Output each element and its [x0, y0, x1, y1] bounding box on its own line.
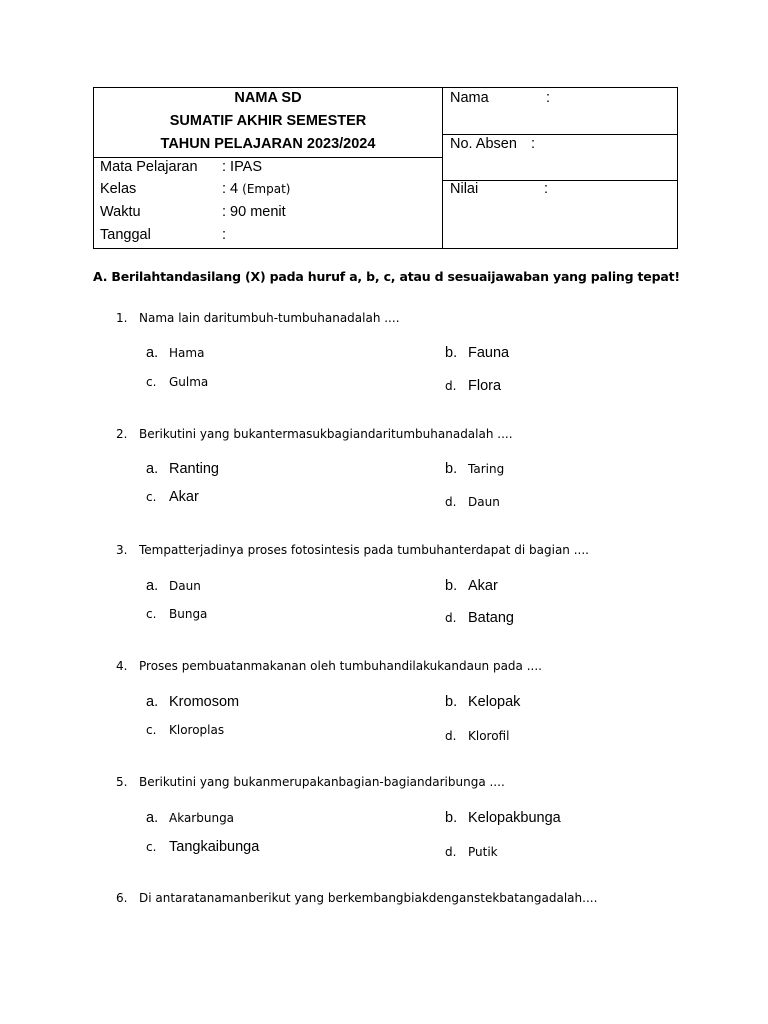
q5-option-c[interactable]: c. Tangkaibunga — [146, 839, 260, 855]
q4-option-a[interactable]: a. Kromosom — [146, 694, 240, 710]
info-value-time: : 90 menit — [222, 204, 286, 220]
q2-option-a[interactable]: a. Ranting — [146, 461, 219, 477]
field-absen-colon: : — [531, 136, 536, 152]
q2-option-c[interactable]: c. Akar — [146, 489, 199, 505]
q1-option-d[interactable]: d. Flora — [445, 378, 502, 394]
q2-option-d[interactable]: d. Daun — [445, 495, 500, 509]
question-6: 6. Di antaratanamanberikut yang berkembangbiakdenganstekbatangadalah.... — [116, 891, 598, 905]
field-absen — [450, 135, 536, 153]
q4-option-d[interactable]: d. Klorofil — [445, 729, 510, 743]
info-label-date: Tanggal — [100, 227, 151, 243]
academic-year: TAHUN PELAJARAN 2023/2024 — [160, 136, 376, 152]
question-5: 5. Berikutini yang bukanmerupakanbagian-bagiandaribunga .... — [116, 775, 505, 789]
info-value-subject: : IPAS — [222, 159, 263, 175]
field-score-label: Nilai — [450, 181, 479, 197]
exam-header-box — [93, 87, 678, 249]
q3-option-c[interactable]: c. Bunga — [146, 607, 208, 621]
q5-option-a[interactable]: a. Akarbunga — [146, 810, 235, 826]
info-label-class: Kelas — [100, 181, 137, 197]
q1-option-a[interactable]: a. Hama — [146, 345, 205, 361]
exam-title: SUMATIF AKHIR SEMESTER — [169, 113, 367, 129]
q1-option-b[interactable]: b. Fauna — [445, 345, 510, 361]
field-name-label: Nama — [450, 90, 489, 106]
info-value-date: : — [222, 227, 227, 243]
info-value-class: : 4 (Empat) — [222, 181, 291, 197]
q4-option-c[interactable]: c. Kloroplas — [146, 723, 225, 737]
question-1: 1. Nama lain daritumbuh-tumbuhanadalah .... — [116, 311, 400, 325]
info-label-subject: Mata Pelajaran — [100, 159, 198, 175]
q5-option-d[interactable]: d. Putik — [445, 845, 498, 859]
field-score — [450, 180, 549, 198]
field-absen-label: No. Absen — [450, 136, 517, 152]
field-score-colon: : — [544, 181, 549, 197]
question-2: 2. Berikutini yang bukantermasukbagiandaritumbuhanadalah .... — [116, 427, 513, 441]
info-label-time: Waktu — [100, 204, 141, 220]
school-name: NAMA SD — [234, 90, 302, 106]
section-instruction: A. Berilahtandasilang (X) pada huruf a, b, c, atau d sesuaijawaban yang paling tepat! — [93, 269, 680, 284]
q3-option-a[interactable]: a. Daun — [146, 578, 201, 594]
q2-option-b[interactable]: b. Taring — [445, 461, 505, 477]
q1-option-c[interactable]: c. Gulma — [146, 375, 209, 389]
q4-option-b[interactable]: b. Kelopak — [445, 694, 521, 710]
field-name-colon: : — [546, 90, 551, 106]
q3-option-d[interactable]: d. Batang — [445, 610, 514, 626]
question-4: 4. Proses pembuatanmakanan oleh tumbuhandilakukandaun pada .... — [116, 659, 542, 673]
header-divider-vertical — [442, 88, 443, 248]
q3-option-b[interactable]: b. Akar — [445, 578, 498, 594]
question-3: 3. Tempatterjadinya proses fotosintesis pada tumbuhanterdapat di bagian .... — [116, 543, 589, 557]
field-name — [450, 89, 551, 107]
q5-option-b[interactable]: b. Kelopakbunga — [445, 810, 561, 826]
